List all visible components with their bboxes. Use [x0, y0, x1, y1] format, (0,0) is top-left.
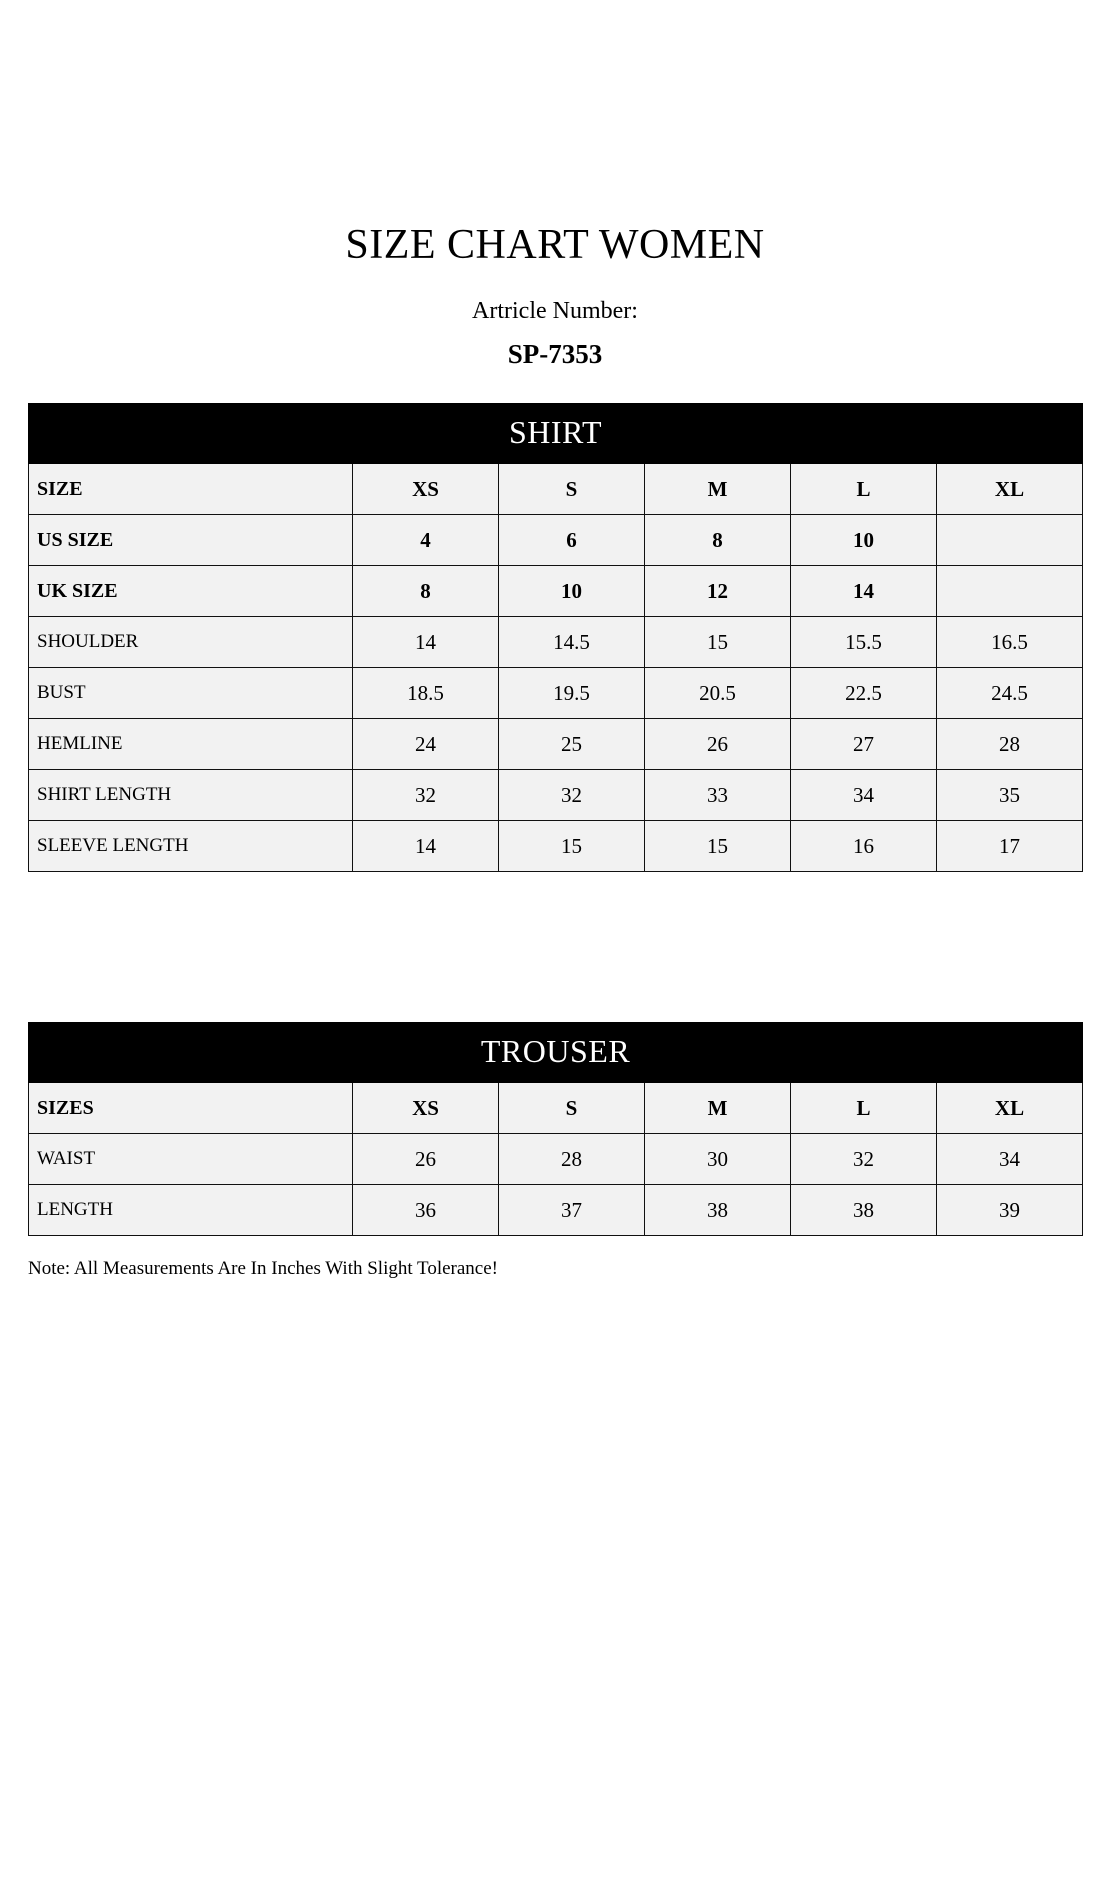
size-chart-document: [0, 222, 1110, 1887]
measurement-note: Note: All Measurements Are In Inches With Slight Tolerance!: [28, 1258, 498, 1280]
cell-value: 16: [791, 821, 937, 872]
cell-value: L: [791, 464, 937, 515]
cell-value: 39: [937, 1185, 1083, 1236]
cell-value: 17: [937, 821, 1083, 872]
cell-value: 8: [353, 566, 499, 617]
trouser-size-table: [28, 1022, 1083, 1236]
row-label: SLEEVE LENGTH: [29, 821, 353, 872]
cell-value: 27: [791, 719, 937, 770]
cell-value: 24: [353, 719, 499, 770]
section-spacer: [0, 872, 1110, 1022]
table-row: [29, 821, 1083, 872]
table-row: [29, 1185, 1083, 1236]
cell-value: 28: [937, 719, 1083, 770]
article-number-value: SP-7353: [507, 339, 603, 370]
shirt-table-container: [28, 403, 1082, 872]
cell-value: M: [645, 464, 791, 515]
cell-value: [937, 515, 1083, 566]
cell-value: 28: [499, 1134, 645, 1185]
trouser-table-container: [28, 1022, 1082, 1236]
cell-value: 15: [645, 617, 791, 668]
cell-value: 14: [791, 566, 937, 617]
cell-value: 10: [791, 515, 937, 566]
row-label: SIZE: [29, 464, 353, 515]
table-row: [29, 1134, 1083, 1185]
cell-value: [937, 566, 1083, 617]
article-number-label: Artricle Number:: [472, 298, 638, 325]
cell-value: 34: [937, 1134, 1083, 1185]
shirt-band-title: SHIRT: [29, 404, 1083, 464]
cell-value: 35: [937, 770, 1083, 821]
cell-value: 14: [353, 821, 499, 872]
cell-value: 6: [499, 515, 645, 566]
cell-value: 4: [353, 515, 499, 566]
cell-value: 25: [499, 719, 645, 770]
cell-value: 16.5: [937, 617, 1083, 668]
cell-value: 18.5: [353, 668, 499, 719]
cell-value: XL: [937, 464, 1083, 515]
row-label: SHIRT LENGTH: [29, 770, 353, 821]
cell-value: 26: [645, 719, 791, 770]
page-title: SIZE CHART WOMEN: [345, 222, 765, 268]
trouser-band-title: TROUSER: [29, 1023, 1083, 1083]
cell-value: 22.5: [791, 668, 937, 719]
row-label: SHOULDER: [29, 617, 353, 668]
table-row: [29, 515, 1083, 566]
cell-value: 33: [645, 770, 791, 821]
cell-value: L: [791, 1083, 937, 1134]
table-row: [29, 566, 1083, 617]
cell-value: 37: [499, 1185, 645, 1236]
table-row: [29, 719, 1083, 770]
cell-value: XL: [937, 1083, 1083, 1134]
cell-value: M: [645, 1083, 791, 1134]
cell-value: 10: [499, 566, 645, 617]
cell-value: 38: [645, 1185, 791, 1236]
shirt-size-table: [28, 403, 1083, 872]
cell-value: 12: [645, 566, 791, 617]
row-label: UK SIZE: [29, 566, 353, 617]
table-row: [29, 1083, 1083, 1134]
cell-value: 32: [499, 770, 645, 821]
cell-value: 15.5: [791, 617, 937, 668]
shirt-band-row: [29, 404, 1083, 464]
row-label: US SIZE: [29, 515, 353, 566]
cell-value: 15: [645, 821, 791, 872]
cell-value: 20.5: [645, 668, 791, 719]
cell-value: 36: [353, 1185, 499, 1236]
row-label: HEMLINE: [29, 719, 353, 770]
cell-value: S: [499, 464, 645, 515]
row-label: BUST: [29, 668, 353, 719]
trouser-band-row: [29, 1023, 1083, 1083]
cell-value: 30: [645, 1134, 791, 1185]
cell-value: 24.5: [937, 668, 1083, 719]
cell-value: 14: [353, 617, 499, 668]
cell-value: 38: [791, 1185, 937, 1236]
cell-value: XS: [353, 464, 499, 515]
table-row: [29, 668, 1083, 719]
table-row: [29, 464, 1083, 515]
cell-value: 15: [499, 821, 645, 872]
row-label: SIZES: [29, 1083, 353, 1134]
table-row: [29, 770, 1083, 821]
row-label: LENGTH: [29, 1185, 353, 1236]
cell-value: 26: [353, 1134, 499, 1185]
cell-value: 19.5: [499, 668, 645, 719]
cell-value: 34: [791, 770, 937, 821]
cell-value: 14.5: [499, 617, 645, 668]
row-label: WAIST: [29, 1134, 353, 1185]
cell-value: S: [499, 1083, 645, 1134]
table-row: [29, 617, 1083, 668]
cell-value: XS: [353, 1083, 499, 1134]
cell-value: 8: [645, 515, 791, 566]
cell-value: 32: [353, 770, 499, 821]
cell-value: 32: [791, 1134, 937, 1185]
